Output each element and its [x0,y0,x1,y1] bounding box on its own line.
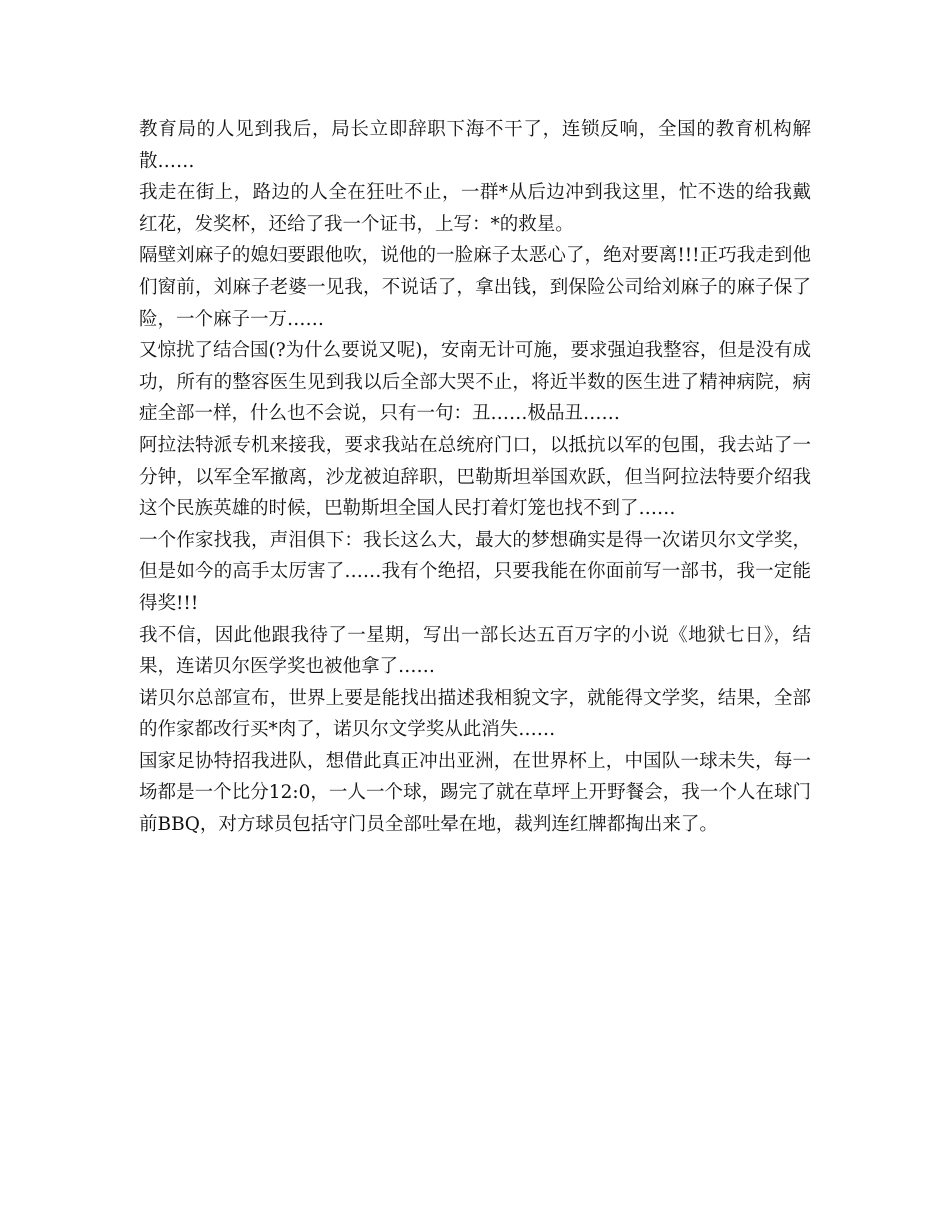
paragraph-8: 诺贝尔总部宣布，世界上要是能找出描述我相貌文字，就能得文学奖，结果，全部的作家都改行买*肉了，诺贝尔文学奖从此消失…… [139,687,811,741]
paragraph-6: 一个作家找我，声泪俱下：我长这么大，最大的梦想确实是得一次诺贝尔文学奖，但是如今的高手太厉害了……我有个绝招，只要我能在你面前写一部书，我一定能得奖!!! [139,529,811,614]
paragraph-3: 隔壁刘麻子的媳妇要跟他吹，说他的一脸麻子太恶心了，绝对要离!!!正巧我走到他们窗前，刘麻子老婆一见我，不说话了，拿出钱，到保险公司给刘麻子的麻子保了险，一个麻子一万…… [139,245,811,330]
paragraph-5: 阿拉法特派专机来接我，要求我站在总统府门口，以抵抗以军的包围，我去站了一分钟，以军全军撤离，沙龙被迫辞职，巴勒斯坦举国欢跃，但当阿拉法特要介绍我这个民族英雄的时候，巴勒斯坦全国人民打着灯笼也找不到了…… [139,434,811,520]
paragraph-4: 又惊扰了结合国(?为什么要说又呢)，安南无计可施，要求强迫我整容，但是没有成功，所有的整容医生见到我以后全部大哭不止，将近半数的医生进了精神病院，病症全部一样，什么也不会说，只有一句：丑……极品丑…… [139,340,811,425]
paragraph-2: 我走在街上，路边的人全在狂吐不止，一群*从后边冲到我这里，忙不迭的给我戴红花，发奖杯，还给了我一个证书，上写：*的救星。 [139,182,811,235]
paragraph-9: 国家足协特招我进队，想借此真正冲出亚洲，在世界杯上，中国队一球未失，每一场都是一个比分12:0，一人一个球，踢完了就在草坪上开野餐会，我一个人在球门前BBQ，对方球员包括守门员全部吐晕在地，裁判连红牌都掏出来了。 [139,750,811,836]
paragraph-1: 教育局的人见到我后，局长立即辞职下海不干了，连锁反响，全国的教育机构解散…… [139,119,811,172]
document-body [139,114,811,841]
paragraph-7: 我不信，因此他跟我待了一星期，写出一部长达五百万字的小说《地狱七日》，结果，连诺贝尔医学奖也被他拿了…… [139,624,811,678]
